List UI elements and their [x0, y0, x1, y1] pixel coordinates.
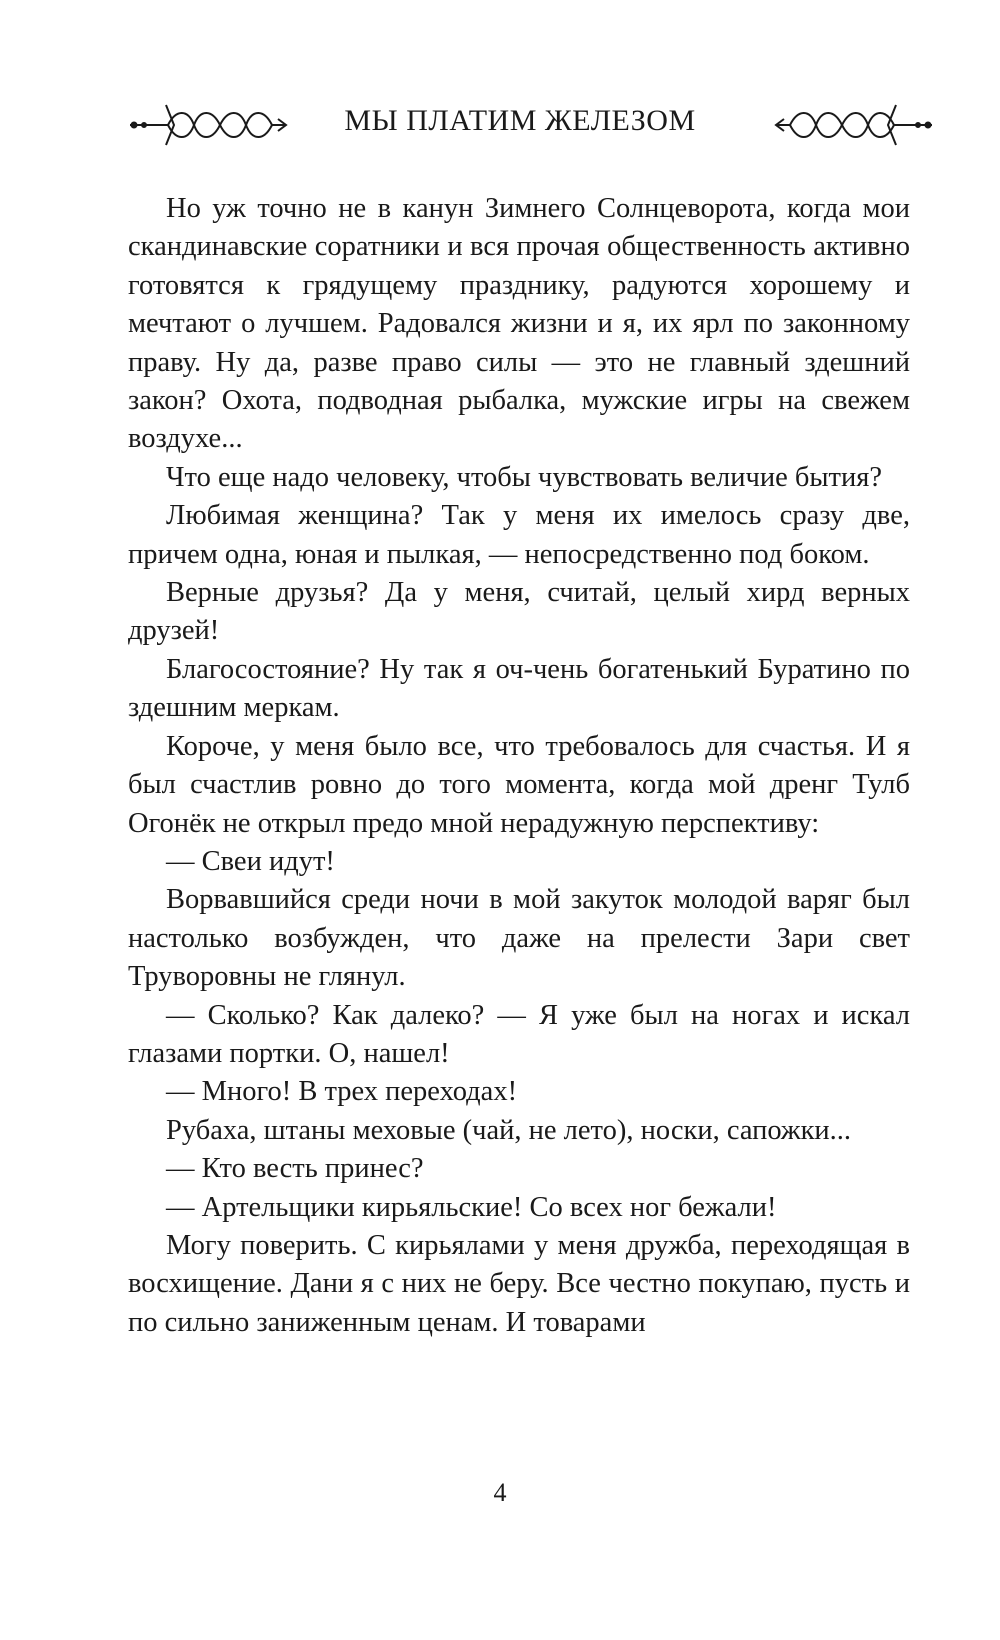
paragraph: Ворвавшийся среди ночи в мой закуток молодой варяг был настолько возбужден, что даже на прелести Зари свет Труворовны не глянул. — [128, 884, 910, 993]
paragraph: Что еще надо человеку, чтобы чувствовать величие бытия? — [166, 461, 882, 493]
page-number: 4 — [493, 1478, 507, 1507]
paragraph: Благосостояние? Ну так я оч-чень богатенький Буратино по здешним меркам. — [128, 653, 910, 724]
dialogue-line: — Артельщики кирьяльские! Со всех ног бежали! — [166, 1191, 777, 1223]
page-header — [0, 95, 1000, 155]
paragraph: Могу поверить. С кирьялами у меня дружба, переходящая в восхищение. Дани я с них не беру. Все честно покупаю, пусть и по сильно заниженным ценам. И товарами — [128, 1229, 910, 1338]
paragraph: Рубаха, штаны меховые (чай, не лето), носки, сапожки... — [166, 1114, 852, 1146]
paragraph: Но уж точно не в канун Зимнего Солнцеворота, когда мои скандинавские соратники и вся прочая общественность активно готовятся к грядущему празднику, радуются хорошему и мечтают о лучшем. Радовался жизни и я, их ярл по законному праву. Ну да, разве право силы — это не главный здешний закон? Охота, подводная рыбалка, мужские игры на свежем воздухе... — [128, 193, 910, 455]
dialogue-line: — Много! В трех переходах! — [166, 1076, 518, 1108]
running-title: МЫ ПЛАТИМ ЖЕЛЕЗОМ — [344, 104, 696, 137]
dialogue-line: — Сколько? Как далеко? — Я уже был на ногах и искал глазами портки. О, нашел! — [128, 999, 910, 1069]
paragraph: Любимая женщина? Так у меня их имелось сразу две, причем одна, юная и пылкая, — непосредственно под боком. — [128, 500, 910, 570]
dialogue-line: — Кто весть принес? — [166, 1153, 424, 1185]
paragraph: Короче, у меня было все, что требовалось для счастья. И я был счастлив ровно до того момента, когда мой дренг Тулб Огонёк не открыл предо мной нерадужную перспективу: — [128, 730, 910, 839]
body-text — [128, 190, 910, 1342]
dialogue-line: — Свеи идут! — [166, 845, 335, 877]
paragraph: Верные друзья? Да у меня, считай, целый хирд верных друзей! — [128, 577, 910, 647]
left-ornament-icon — [128, 95, 288, 155]
right-ornament-icon — [774, 95, 934, 155]
